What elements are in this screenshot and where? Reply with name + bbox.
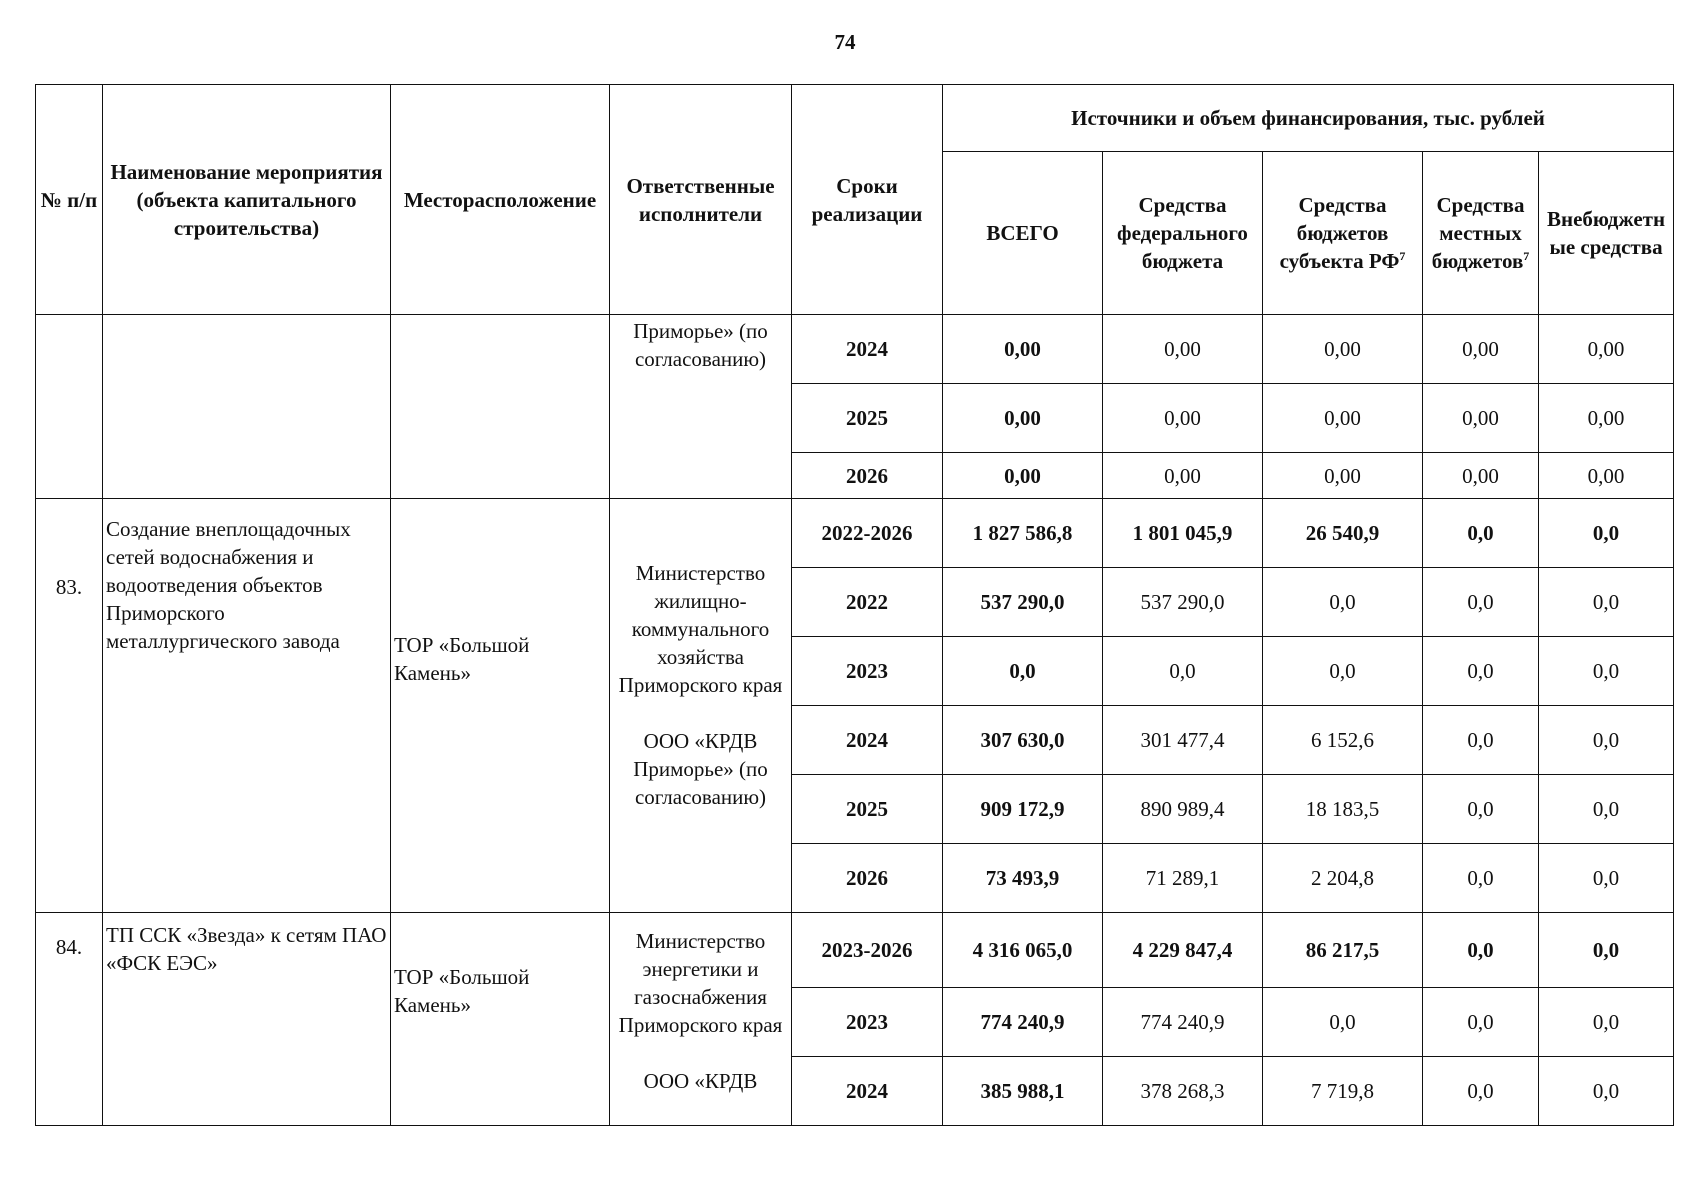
total-cell: 1 827 586,8 <box>943 499 1103 568</box>
year-cell: 2024 <box>792 315 943 384</box>
total-cell: 909 172,9 <box>943 775 1103 844</box>
item83-responsible-ministry: Министерство жилищно-коммунального хозяйства Приморского края <box>618 561 783 697</box>
regional-cell: 0,00 <box>1263 453 1423 499</box>
year-cell: 2023-2026 <box>792 913 943 988</box>
year-cell: 2026 <box>792 453 943 499</box>
offbudget-cell: 0,00 <box>1539 384 1674 453</box>
total-cell: 385 988,1 <box>943 1057 1103 1126</box>
header-regional <box>1263 152 1423 315</box>
item84-responsible-company: ООО «КРДВ <box>643 1069 758 1093</box>
offbudget-cell: 0,0 <box>1539 637 1674 706</box>
total-cell: 774 240,9 <box>943 988 1103 1057</box>
offbudget-cell: 0,0 <box>1539 913 1674 988</box>
federal-cell: 0,0 <box>1103 637 1263 706</box>
table-row <box>36 913 1674 988</box>
federal-cell: 4 229 847,4 <box>1103 913 1263 988</box>
item84-name: ТП ССК «Звезда» к сетям ПАО «ФСК ЕЭС» <box>103 913 391 1126</box>
table-header <box>36 85 1674 315</box>
table-row <box>36 499 1674 568</box>
regional-cell: 2 204,8 <box>1263 844 1423 913</box>
regional-cell: 86 217,5 <box>1263 913 1423 988</box>
offbudget-cell: 0,0 <box>1539 988 1674 1057</box>
year-cell: 2024 <box>792 706 943 775</box>
header-num: № п/п <box>36 85 103 315</box>
item83-name: Создание внеплощадочных сетей водоснабжения и водоотведения объектов Приморского металлургического завода <box>103 499 391 913</box>
local-cell: 0,0 <box>1423 568 1539 637</box>
item83-location: ТОР «Большой Камень» <box>391 499 610 913</box>
federal-cell: 71 289,1 <box>1103 844 1263 913</box>
total-cell: 73 493,9 <box>943 844 1103 913</box>
offbudget-cell: 0,0 <box>1539 844 1674 913</box>
regional-cell: 0,00 <box>1263 315 1423 384</box>
header-federal: Средства федерального бюджета <box>1103 152 1263 315</box>
header-responsible: Ответственные исполнители <box>610 85 792 315</box>
total-cell: 537 290,0 <box>943 568 1103 637</box>
year-cell: 2026 <box>792 844 943 913</box>
header-local-footnote: 7 <box>1523 249 1530 263</box>
cont-name-cell <box>103 315 391 499</box>
header-location: Месторасположение <box>391 85 610 315</box>
federal-cell: 537 290,0 <box>1103 568 1263 637</box>
federal-cell: 890 989,4 <box>1103 775 1263 844</box>
offbudget-cell: 0,00 <box>1539 315 1674 384</box>
total-cell: 0,0 <box>943 637 1103 706</box>
federal-cell: 378 268,3 <box>1103 1057 1263 1126</box>
page-number: 74 <box>834 30 856 54</box>
header-terms: Сроки реализации <box>792 85 943 315</box>
header-local-label: Средства местных бюджетов <box>1431 193 1525 273</box>
total-cell: 4 316 065,0 <box>943 913 1103 988</box>
header-regional-footnote: 7 <box>1399 249 1406 263</box>
offbudget-cell: 0,00 <box>1539 453 1674 499</box>
local-cell: 0,00 <box>1423 315 1539 384</box>
offbudget-cell: 0,0 <box>1539 775 1674 844</box>
local-cell: 0,0 <box>1423 706 1539 775</box>
year-cell: 2022 <box>792 568 943 637</box>
offbudget-cell: 0,0 <box>1539 499 1674 568</box>
year-cell: 2022-2026 <box>792 499 943 568</box>
federal-cell: 1 801 045,9 <box>1103 499 1263 568</box>
item83-num: 83. <box>36 499 103 913</box>
offbudget-cell: 0,0 <box>1539 568 1674 637</box>
header-name: Наименование мероприятия (объекта капитального строительства) <box>103 85 391 315</box>
header-regional-label: Средства бюджетов субъекта РФ <box>1279 193 1400 273</box>
year-cell: 2025 <box>792 775 943 844</box>
regional-cell: 7 719,8 <box>1263 1057 1423 1126</box>
item84-location: ТОР «Большой Камень» <box>391 913 610 1126</box>
total-cell: 0,00 <box>943 315 1103 384</box>
local-cell: 0,00 <box>1423 384 1539 453</box>
year-cell: 2023 <box>792 637 943 706</box>
regional-cell: 0,0 <box>1263 637 1423 706</box>
local-cell: 0,0 <box>1423 1057 1539 1126</box>
cont-responsible: Приморье» (по согласованию) <box>610 315 792 499</box>
header-offbudget: Внебюджетн ые средства <box>1539 152 1674 315</box>
table-row <box>36 315 1674 384</box>
item84-responsible-ministry: Министерство энергетики и газоснабжения Приморского края <box>618 929 783 1037</box>
regional-cell: 26 540,9 <box>1263 499 1423 568</box>
regional-cell: 6 152,6 <box>1263 706 1423 775</box>
year-cell: 2025 <box>792 384 943 453</box>
header-local <box>1423 152 1539 315</box>
regional-cell: 18 183,5 <box>1263 775 1423 844</box>
federal-cell: 774 240,9 <box>1103 988 1263 1057</box>
federal-cell: 0,00 <box>1103 453 1263 499</box>
cont-num-cell <box>36 315 103 499</box>
local-cell: 0,00 <box>1423 453 1539 499</box>
offbudget-cell: 0,0 <box>1539 706 1674 775</box>
header-total: ВСЕГО <box>943 152 1103 315</box>
item84-responsible <box>610 913 792 1126</box>
local-cell: 0,0 <box>1423 775 1539 844</box>
item83-responsible <box>610 499 792 913</box>
local-cell: 0,0 <box>1423 913 1539 988</box>
federal-cell: 0,00 <box>1103 384 1263 453</box>
cont-location-cell <box>391 315 610 499</box>
year-cell: 2023 <box>792 988 943 1057</box>
local-cell: 0,0 <box>1423 988 1539 1057</box>
local-cell: 0,0 <box>1423 499 1539 568</box>
item83-responsible-company: ООО «КРДВ Приморье» (по согласованию) <box>633 729 768 809</box>
year-cell: 2024 <box>792 1057 943 1126</box>
regional-cell: 0,0 <box>1263 988 1423 1057</box>
total-cell: 0,00 <box>943 453 1103 499</box>
total-cell: 0,00 <box>943 384 1103 453</box>
offbudget-cell: 0,0 <box>1539 1057 1674 1126</box>
regional-cell: 0,0 <box>1263 568 1423 637</box>
header-funding-group: Источники и объем финансирования, тыс. рублей <box>943 85 1674 152</box>
local-cell: 0,0 <box>1423 637 1539 706</box>
item84-num: 84. <box>36 913 103 1126</box>
local-cell: 0,0 <box>1423 844 1539 913</box>
regional-cell: 0,00 <box>1263 384 1423 453</box>
total-cell: 307 630,0 <box>943 706 1103 775</box>
federal-cell: 0,00 <box>1103 315 1263 384</box>
federal-cell: 301 477,4 <box>1103 706 1263 775</box>
financing-table <box>35 84 1674 1126</box>
